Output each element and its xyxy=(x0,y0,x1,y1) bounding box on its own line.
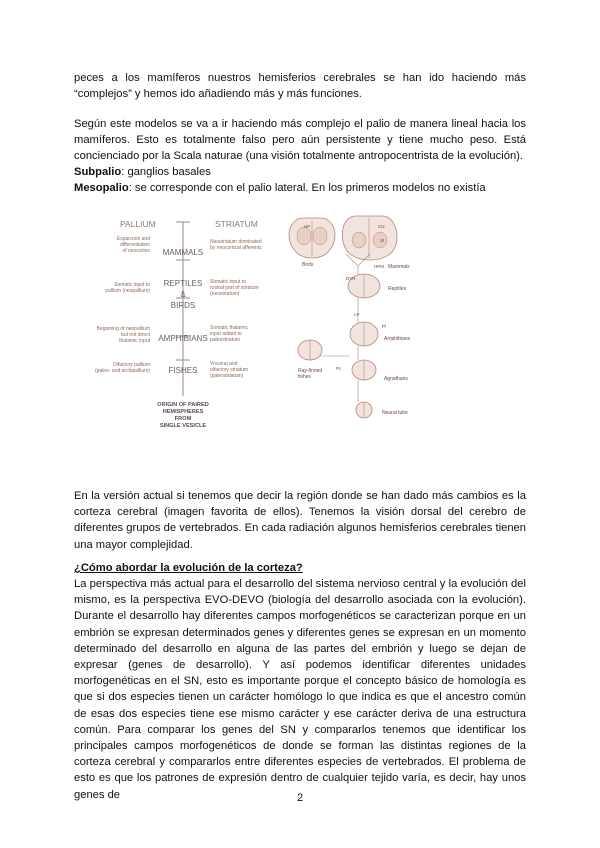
label-mammals: Mammals xyxy=(388,264,410,270)
label-reptiles: Reptiles xyxy=(388,286,407,292)
origin-text: SINGLE VESICLE xyxy=(159,423,207,429)
label-hpm: HPM xyxy=(374,264,384,269)
pallium-desc: pallium (neopallium) xyxy=(105,288,150,294)
origin-text: FROM xyxy=(174,416,192,422)
pallium-desc: Expansion and xyxy=(116,236,150,242)
pallium-desc: Beginning of neopallium xyxy=(96,326,150,332)
label-neural-tube: Neural tube xyxy=(382,410,408,416)
pallium-desc: thalamic input xyxy=(119,338,150,344)
pallium-desc: but not direct xyxy=(121,332,150,338)
label-pc: Pc xyxy=(336,366,342,371)
paragraph-model: Según este modelos se va a ir haciendo más complejo el palio de manera lineal hacia los mamíferos. Esto es totalmente falso pero aún persistente y tiene mucho peso. Está concienciado por la Scala naturae (una visión totalmente antropocentrista de la evolución). xyxy=(74,118,526,163)
bird-brain-section xyxy=(289,218,335,258)
striatum-desc: paleostriatum xyxy=(210,337,241,343)
level-mammals: MAMMALS xyxy=(162,248,204,257)
label-hp: HP xyxy=(304,224,311,229)
reptile-brain-section xyxy=(346,274,380,298)
page-number: 2 xyxy=(296,792,304,804)
mesopalio-term: Mesopalio xyxy=(74,182,129,194)
level-birds: BIRDS xyxy=(170,301,196,310)
striatum-desc: Neostriatum dominated xyxy=(210,239,262,245)
label-dvr: DVR xyxy=(346,276,356,281)
striatum-desc: rostral part of striatum xyxy=(210,285,259,291)
pallium-desc: of neocortex xyxy=(122,248,150,254)
striatum-desc: Somatic input to xyxy=(210,279,246,285)
mesopalio-text: : se corresponde con el palio lateral. En los primeros modelos no existía xyxy=(128,182,486,194)
striatum-header: STRIATUM xyxy=(215,219,258,229)
striatum-desc: input added to xyxy=(210,331,242,337)
label-rayfinned-2: fishes xyxy=(298,374,312,380)
label-st: St xyxy=(380,238,385,243)
amphibian-brain-section xyxy=(350,312,386,346)
mesopalio-line xyxy=(74,180,526,196)
paragraph-evo-devo: La perspectiva más actual para el desarrollo del sistema nervioso central y la evolución del mismo, es la perspectiva EVO-DEVO (biología del desarrollo asociada con la evolución). Durante el desarrollo hay diferentes campos morfogenéticos se caracterizan porque en un embrión se expresan determinados genes y diferentes genes se expresan en un momento determinado del desarrollo en alguna de las partes del embrión y luego se dejan de expresar (genes de desarrollo). Y así podemos identificar diferentes unidades morfogenéticas en el SN, esto es importante porque el concepto básico de homología es que si dos especies tienen un carácter homólogo lo que indica es que el ancestro común de esas dos especies tiene ese mismo carácter y ese carácter deriva de una estructura común. Para comparar los genes del SN y compararlos tenemos que identificar los principales campos morfogenéticos de donde se forman las distintas regiones de la corteza cerebral y compararlos entre diferentes especies de vertebrados. El problema de esto es que los patrones de expresión dentro de cualquier tejido varía, es decir, hay unos genes de xyxy=(74,578,526,801)
origin-text: ORIGIN OF PAIRED xyxy=(157,402,209,408)
label-ctx: Ctx xyxy=(378,224,385,229)
label-agnathans: Agnathans xyxy=(384,376,408,382)
level-amphibians: AMPHIBIANS xyxy=(158,334,208,343)
level-ampersand: & xyxy=(180,290,186,299)
striatum-desc: Visceral and xyxy=(210,361,238,367)
pallium-desc: Somatic input to xyxy=(114,282,150,288)
label-pl: Pl xyxy=(382,324,387,329)
mammal-brain-section xyxy=(342,216,397,260)
striatum-desc: (neostriatum) xyxy=(210,291,240,297)
origin-text: HEMISPHERES xyxy=(162,409,204,415)
pallium-desc: Olfactory pallium xyxy=(112,362,150,368)
evolution-figure xyxy=(88,210,468,470)
subpalio-term: Subpalio xyxy=(74,166,122,178)
striatum-desc: (paleostriatum) xyxy=(210,373,244,379)
label-lp: LP xyxy=(354,312,360,317)
label-rayfinned-1: Ray-finned xyxy=(298,368,323,374)
label-amphibians: Amphibians xyxy=(384,336,411,342)
section-heading: ¿Cómo abordar la evolución de la corteza? xyxy=(74,562,303,574)
pallium-header: PALLIUM xyxy=(120,219,156,229)
pallium-desc: (paleo- and archipallium) xyxy=(94,368,150,374)
subpalio-text: : ganglios basales xyxy=(121,166,211,178)
striatum-desc: by neocortical afferents xyxy=(210,245,262,251)
striatum-desc: olfactory striatum xyxy=(210,367,249,373)
level-reptiles: REPTILES xyxy=(163,279,203,288)
striatum-desc: Somatic thalamic xyxy=(210,325,249,331)
subpalio-line xyxy=(74,164,526,180)
label-birds: Birds xyxy=(302,262,314,268)
rayfinned-brain-section xyxy=(298,340,322,360)
pallium-desc: differentiation xyxy=(120,242,150,248)
level-fishes: FISHES xyxy=(168,366,198,375)
neural-tube-section xyxy=(356,380,372,418)
paragraph-current-version: En la versión actual si tenemos que decir la región donde se han dado más cambios es la corteza cerebral (imagen favorita de ellos). Tenemos la visión dorsal del cerebro de diferentes grupos de vertebrados. En cada radiación algunos hemisferios cerebrales tienen una mayor complejidad. xyxy=(74,490,526,551)
paragraph-intro: peces a los mamíferos nuestros hemisferios cerebrales se han ido haciendo más “complejos” y hemos ido añadiendo más y más funciones. xyxy=(74,72,526,101)
agnathan-brain-section xyxy=(352,360,376,380)
